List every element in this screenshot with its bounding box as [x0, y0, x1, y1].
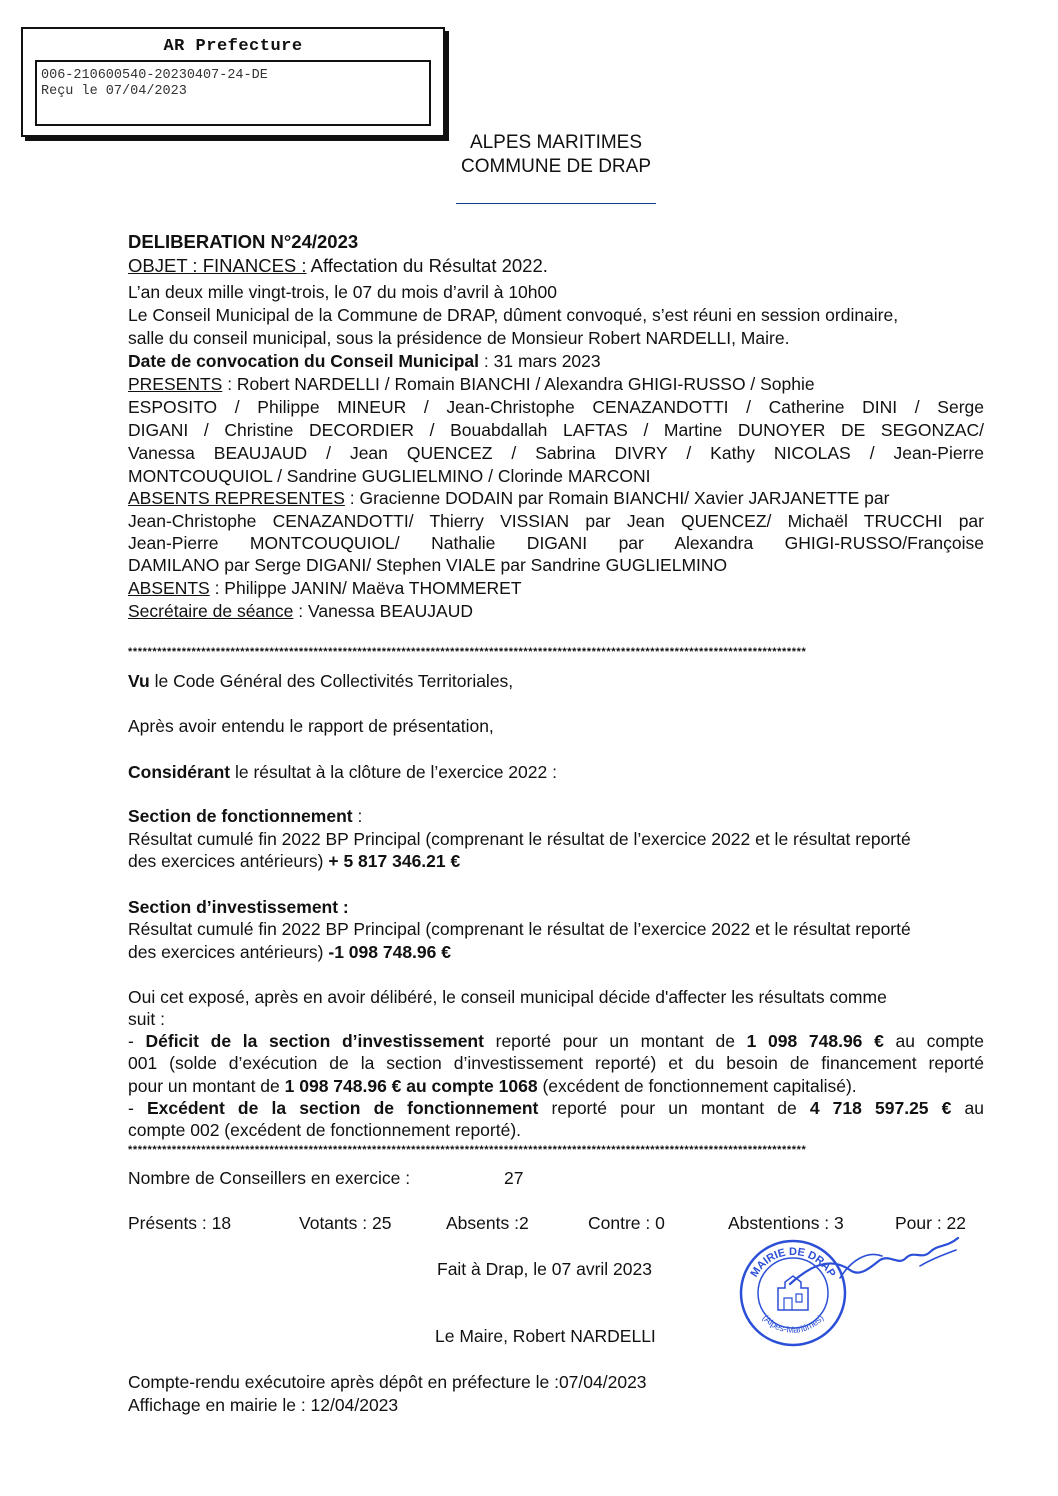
presents-line-3: DIGANI / Christine DECORDIER / Bouabdallah LAFTAS / Martine DUNOYER DE SEGONZAC/: [128, 420, 984, 440]
vote-contre: Contre : 0: [588, 1213, 665, 1233]
stamp-inner-box: [35, 60, 431, 126]
fonctionnement-text: des exercices antérieurs): [128, 851, 329, 871]
convocation-label: Date de convocation du Conseil Municipal: [128, 351, 480, 371]
intro-line-1: Le Conseil Municipal de la Commune de DRAP, dûment convoqué, s’est réuni en session ordinaire,: [128, 305, 899, 325]
absents-rep-line-1: [128, 488, 984, 509]
vote-presents: Présents : 18: [128, 1213, 232, 1233]
investissement-line-1: Résultat cumulé fin 2022 BP Principal (comprenant le résultat de l’exercice 2022 et le résultat reporté: [128, 919, 911, 939]
deficit-line-3-c: (excédent de fonctionnement capitalisé).: [537, 1076, 857, 1096]
department-heading: ALPES MARITIMES: [469, 132, 643, 153]
deficit-amount: 1 098 748.96 €: [746, 1031, 884, 1051]
stamp-reference: 006-210600540-20230407-24-DE: [41, 68, 268, 83]
presents-line-1: [128, 374, 984, 395]
absents-rep-line-2: Jean-Christophe CENAZANDOTTI/ Thierry VISSIAN par Jean QUENCEZ/ Michaël TRUCCHI par: [128, 511, 984, 531]
objet-label: OBJET : FINANCES :: [128, 255, 307, 276]
convocation-value: : 31 mars 2023: [479, 351, 601, 371]
absents-rep-text: : Gracienne DODAIN par Romain BIANCHI/ Xavier JARJANETTE par: [344, 488, 890, 508]
intro-line-2: salle du conseil municipal, sous la présidence de Monsieur Robert NARDELLI, Maire.: [128, 328, 790, 348]
deficit-dash: -: [128, 1031, 146, 1051]
considerant-text: le résultat à la clôture de l’exercice 2022 :: [230, 762, 557, 782]
header-rule: [456, 203, 656, 204]
commune-heading: COMMUNE DE DRAP: [460, 156, 651, 177]
excedent-amount: 4 718 597.25 €: [809, 1098, 952, 1118]
excedent-end: au: [951, 1098, 985, 1118]
fait-a-drap: Fait à Drap, le 07 avril 2023: [437, 1259, 652, 1279]
conseillers-line: [128, 1168, 984, 1189]
signature-scribble: [780, 1226, 970, 1296]
investissement-text: des exercices antérieurs): [128, 942, 329, 962]
presents-text: : Robert NARDELLI / Romain BIANCHI / Alexandra GHIGI-RUSSO / Sophie: [222, 374, 815, 394]
excedent-bold: Excédent de la section de fonctionnement: [146, 1098, 539, 1118]
apres-line: Après avoir entendu le rapport de présentation,: [128, 716, 494, 736]
separator-bottom: *******************************************************************************************************************************************: [128, 1144, 807, 1156]
compte-rendu-line: Compte-rendu exécutoire après dépôt en préfecture le :07/04/2023: [128, 1372, 647, 1392]
deliberation-number: DELIBERATION N°24/2023: [128, 231, 359, 252]
secretaire-line: [128, 601, 984, 622]
absents-rep-line-3: Jean-Pierre MONTCOUQUIOL/ Nathalie DIGANI par Alexandra GHIGI-RUSSO/Françoise: [128, 533, 984, 553]
objet-line: [128, 255, 984, 277]
presents-line-2: ESPOSITO / Philippe MINEUR / Jean-Christophe CENAZANDOTTI / Catherine DINI / Serge: [128, 397, 984, 417]
vote-pour: Pour : 22: [895, 1213, 967, 1233]
deficit-end: au compte: [883, 1031, 985, 1051]
maire-signature-line: Le Maire, Robert NARDELLI: [435, 1326, 656, 1346]
convocation-line: [128, 351, 984, 372]
fonctionnement-colon: :: [352, 806, 363, 826]
separator-top: *******************************************************************************************************************************************: [128, 646, 807, 658]
absents-line: [128, 578, 984, 599]
session-date: L’an deux mille vingt-trois, le 07 du mois d’avril à 10h00: [128, 282, 557, 302]
objet-text: Affectation du Résultat 2022.: [306, 255, 548, 276]
excedent-line-1: [128, 1098, 984, 1119]
secretaire-label: Secrétaire de séance: [128, 601, 294, 621]
affichage-line: Affichage en mairie le : 12/04/2023: [128, 1395, 399, 1415]
fonctionnement-amount: + 5 817 346.21 €: [328, 851, 461, 871]
seal-text-top: MAIRIE DE DRAP: [748, 1246, 838, 1280]
deficit-bold: Déficit de la section d’investissement: [145, 1031, 484, 1051]
deficit-line-2: 001 (solde d’exécution de la section d’investissement reporté) et du besoin de financement reporté: [128, 1053, 984, 1073]
deficit-line-3: [128, 1076, 984, 1097]
stamp-title: AR Prefecture: [163, 37, 303, 56]
excedent-line-2: compte 002 (excédent de fonctionnement reporté).: [128, 1120, 522, 1140]
vu-bold: Vu: [128, 671, 150, 691]
investissement-title: Section d’investissement :: [128, 897, 349, 917]
deficit-text: reporté pour un montant de: [483, 1031, 747, 1051]
stamp-received: Reçu le 07/04/2023: [41, 84, 187, 99]
excedent-dash: -: [128, 1098, 147, 1118]
ar-prefecture-stamp: [21, 27, 445, 137]
absents-label: ABSENTS: [128, 578, 210, 598]
absents-value: : Philippe JANIN/ Maëva THOMMERET: [209, 578, 522, 598]
investissement-line-2: [128, 942, 984, 963]
considerant-line: [128, 762, 984, 783]
conseillers-value: 27: [504, 1168, 524, 1188]
investissement-amount: -1 098 748.96 €: [328, 942, 451, 962]
presents-label: PRESENTS: [128, 374, 223, 394]
deficit-line-1: [128, 1031, 984, 1052]
presents-line-5: MONTCOUQUIOL / Sandrine GUGLIELMINO / Clorinde MARCONI: [128, 466, 651, 486]
deficit-line-3-a: pour un montant de: [128, 1076, 285, 1096]
vote-votants: Votants : 25: [299, 1213, 392, 1233]
vote-absents: Absents :2: [446, 1213, 529, 1233]
considerant-bold: Considérant: [128, 762, 231, 782]
vu-text: le Code Général des Collectivités Territoriales,: [149, 671, 514, 691]
absents-rep-line-4: DAMILANO par Serge DIGANI/ Stephen VIALE par Sandrine GUGLIELMINO: [128, 555, 728, 575]
seal-text-bottom: (Alpes-Maritimes): [760, 1312, 826, 1335]
fonctionnement-line-2: [128, 851, 984, 872]
conseillers-label: Nombre de Conseillers en exercice :: [128, 1168, 411, 1188]
fonctionnement-title-line: [128, 806, 984, 827]
secretaire-value: : Vanessa BEAUJAUD: [293, 601, 473, 621]
excedent-text: reporté pour un montant de: [538, 1098, 810, 1118]
vu-line: [128, 671, 984, 692]
fonctionnement-title: Section de fonctionnement: [128, 806, 353, 826]
oui-line-2: suit :: [128, 1009, 165, 1029]
absents-rep-label: ABSENTS REPRESENTES: [128, 488, 345, 508]
oui-line-1: Oui cet exposé, après en avoir délibéré, le conseil municipal décide d'affecter les résultats comme: [128, 987, 887, 1007]
vote-abstentions: Abstentions : 3: [728, 1213, 844, 1233]
fonctionnement-line-1: Résultat cumulé fin 2022 BP Principal (comprenant le résultat de l’exercice 2022 et le résultat reporté: [128, 829, 911, 849]
presents-line-4: Vanessa BEAUJAUD / Jean QUENCEZ / Sabrina DIVRY / Kathy NICOLAS / Jean-Pierre: [128, 443, 984, 463]
deficit-line-3-b: 1 098 748.96 € au compte 1068: [284, 1076, 538, 1096]
